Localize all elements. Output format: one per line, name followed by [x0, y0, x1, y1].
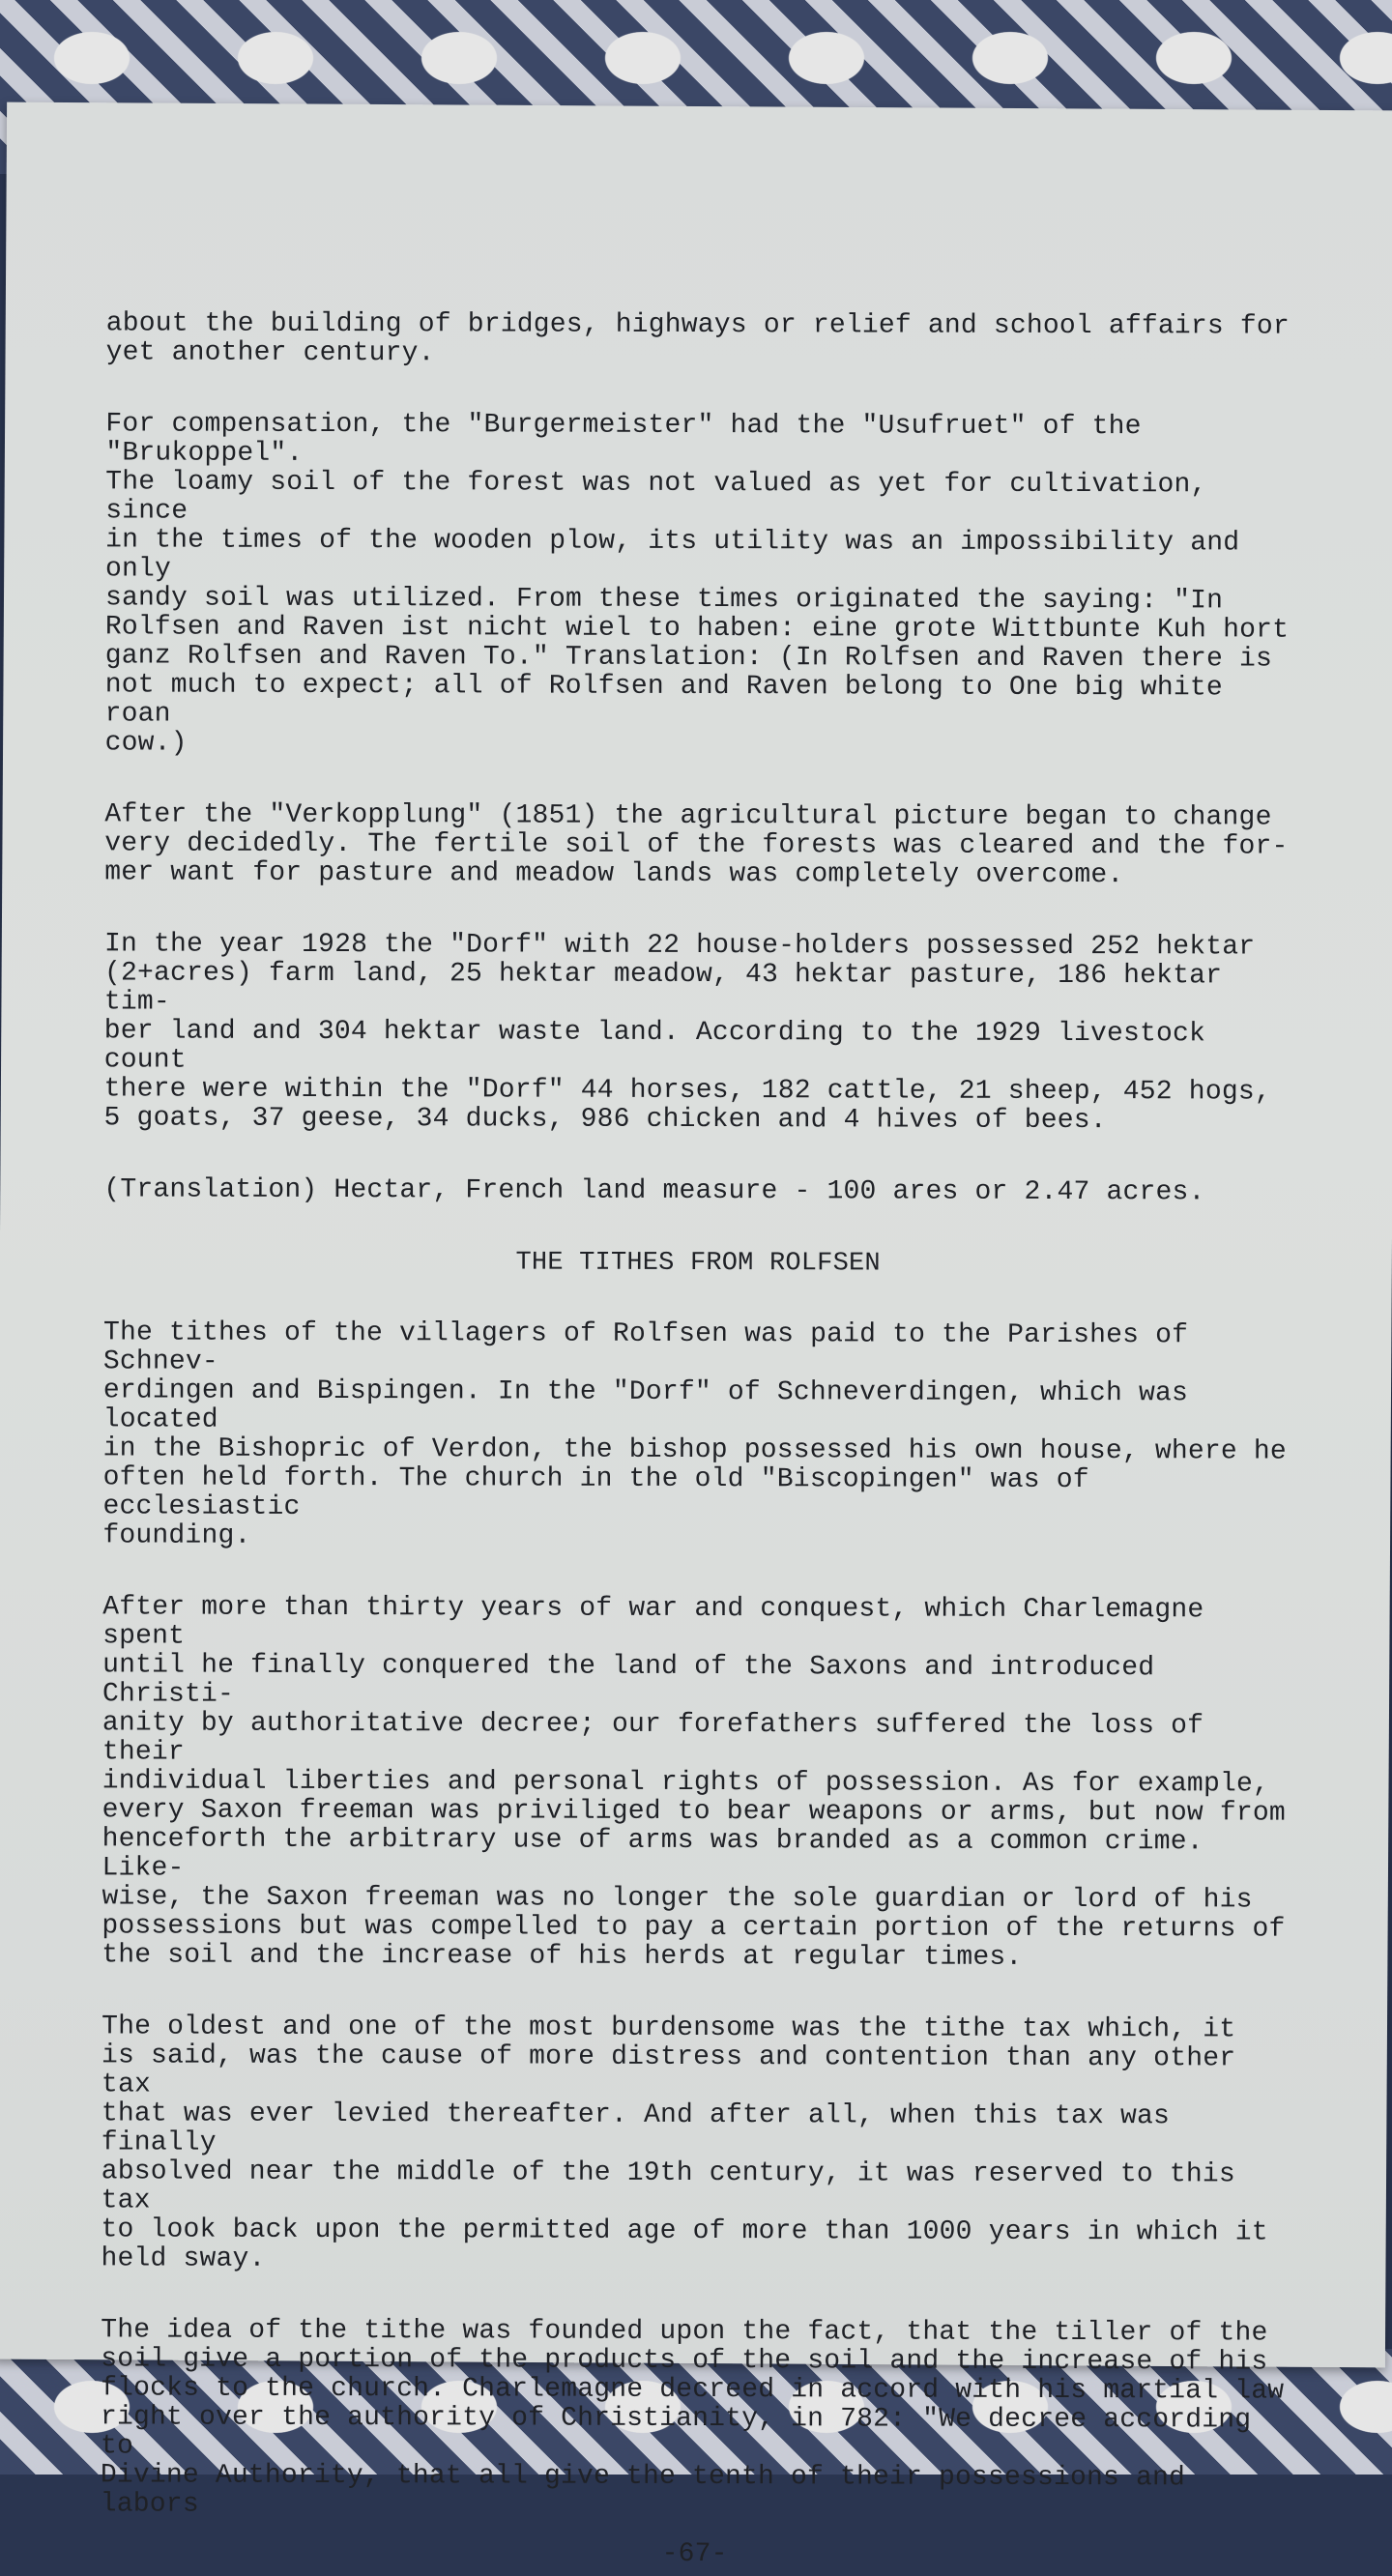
paragraph-compensation: For compensation, the "Burgermeister" had the "Usufruet" of the "Brukoppel". The loamy soil of the forest was not valued as yet for cultivation, since in the times of the wooden plow, its utility was an impossibility and only sandy soil was utilized. From these times originated the saying: "In Rolfsen and Raven ist nicht wiel to haben: eine grote Wittbunte Kuh hort ganz Rolfsen and Raven To." Translation: (In Rolfsen and Raven there is not much to expect; all of Rolfsen and Raven belong to One big white roan cow.) [104, 409, 1290, 759]
paragraph-translation-note: (Translation) Hectar, French land measure - 100 ares or 2.47 acres. [103, 1174, 1205, 1208]
paragraph-charlemagne-conquest: After more than thirty years of war and conquest, which Charlemagne spent until he finally conquered the land of the Saxons and introduced Christi- anity by authoritative decree; our forefathers suffered the loss of their individual liberties and personal rights of possession. As for example, every Saxon freeman was priviliged to bear weapons or arms, but now from henceforth the arbitrary use of arms was branded as a common crime. Like- wise, the Saxon freeman was no longer the sole guardian or lord of his possessions but was compelled to pay a certain portion of the returns of the soil and the increase of his herds at regular times. [102, 1592, 1286, 1973]
paragraph-tithes-parishes: The tithes of the villagers of Rolfsen was paid to the Parishes of Schnev- erdingen and Bispingen. In the "Dorf" of Schneverdingen, which was located in the Bishopric of Verdon, the bishop possessed his own house, where he often held forth. The church in the old "Biscopingen" was of ecclesiastic founding. [102, 1317, 1287, 1551]
page-number: -67- [661, 2538, 728, 2570]
paragraph-tithe-idea: The idea of the tithe was founded upon the fact, that the tiller of the soil give a portion of the products of the soil and the increase of his flocks to the church. Charlemagne decreed in accord with his martial law right over the authority of Christianity, in 782: "We decree according to Divine Authority, that all give the tenth of their possessions and labors [100, 2315, 1285, 2520]
section-heading: THE TITHES FROM ROLFSEN [515, 1248, 881, 1279]
paragraph-verkopplung: After the "Verkopplung" (1851) the agricultural picture began to change very decidedly. The fertile soil of the forests was cleared and the for- mer want for pasture and meadow lands was completely overcome. [104, 799, 1289, 891]
paragraph-land-census: In the year 1928 the "Dorf" with 22 house-holders possessed 252 hektar (2+acres) farm land, 25 hektar meadow, 43 hektar pasture, 186 hektar tim- ber land and 304 hektar waste land. According to the 1929 livestock count there were within the "Dorf" 44 horses, 182 cattle, 21 sheep, 452 hogs, 5 goats, 37 geese, 34 ducks, 986 chicken and 4 hives of bees. [103, 929, 1271, 1137]
paragraph-continuation: about the building of bridges, highways or relief and school affairs for yet another century. [105, 308, 1290, 369]
page-text [101, 309, 1295, 2570]
paragraph-tithe-tax: The oldest and one of the most burdensome was the tithe tax which, it is said, was the cause of more distress and contention than any other tax that was ever levied thereafter. And after all, when this tax was finally absolved near the middle of the 19th century, it was reserved to this tax to look back upon the permitted age of more than 1000 years in which it held sway. [101, 2012, 1268, 2274]
typed-page [0, 102, 1392, 2570]
